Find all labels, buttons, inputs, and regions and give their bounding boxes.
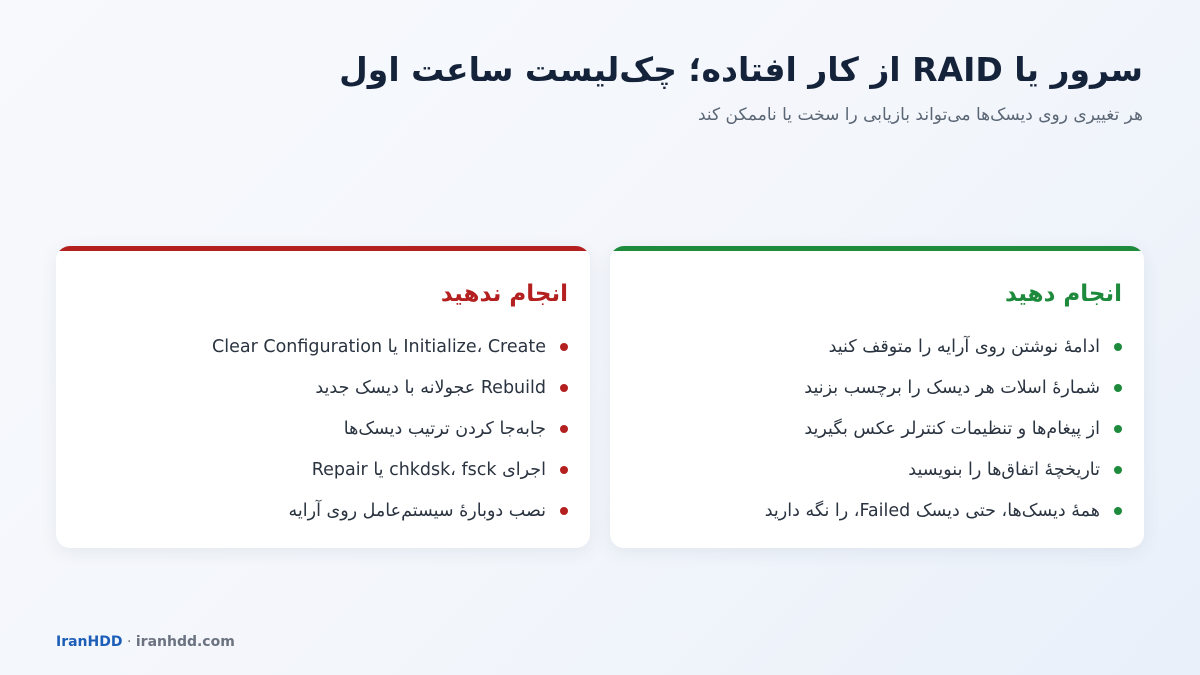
bullet-dot-icon <box>1114 507 1122 515</box>
dont-item-text: Initialize، Create یا Clear Configuration <box>212 336 546 357</box>
do-item-text: ادامهٔ نوشتن روی آرایه را متوقف کنید <box>828 336 1100 357</box>
dont-list-item <box>76 326 568 367</box>
bullet-dot-icon <box>1114 466 1122 474</box>
bullet-dot-icon <box>560 466 568 474</box>
dont-list <box>76 326 568 531</box>
dont-list-item <box>76 449 568 490</box>
site-link[interactable]: iranhdd.com <box>135 634 235 650</box>
bullet-dot-icon <box>560 343 568 351</box>
do-card-title: انجام دهید <box>1004 281 1122 307</box>
dont-card-title: انجام ندهید <box>440 281 568 307</box>
do-list-item <box>630 326 1122 367</box>
do-list-item <box>630 367 1122 408</box>
dont-card-accent-bar <box>56 246 590 251</box>
do-item-text: همهٔ دیسک‌ها، حتی دیسک Failed، را نگه دارید <box>764 500 1100 521</box>
bullet-dot-icon <box>1114 425 1122 433</box>
bullet-dot-icon <box>560 384 568 392</box>
do-item-text: از پیغام‌ها و تنظیمات کنترلر عکس بگیرید <box>804 418 1100 439</box>
bullet-dot-icon <box>560 507 568 515</box>
bullet-dot-icon <box>560 425 568 433</box>
dont-card <box>56 246 590 548</box>
dont-item-text: جابه‌جا کردن ترتیب دیسک‌ها <box>343 418 546 439</box>
dont-item-text: Rebuild عجولانه با دیسک جدید <box>315 377 546 398</box>
dont-list-item <box>76 408 568 449</box>
header <box>57 46 1143 128</box>
bullet-dot-icon <box>1114 384 1122 392</box>
do-card <box>610 246 1144 548</box>
brand-name: IranHDD <box>56 634 123 650</box>
do-list-item <box>630 408 1122 449</box>
do-list-item <box>630 449 1122 490</box>
dont-list-item <box>76 367 568 408</box>
dont-item-text: اجرای chkdsk، fsck یا Repair <box>311 459 546 480</box>
do-card-accent-bar <box>610 246 1144 251</box>
page-title: سرور یا RAID از کار افتاده؛ چک‌لیست ساعت اول <box>339 50 1143 89</box>
do-item-text: شمارهٔ اسلات هر دیسک را برچسب بزنید <box>804 377 1100 398</box>
page-subtitle: هر تغییری روی دیسک‌ها می‌تواند بازیابی را سخت یا ناممکن کند <box>698 105 1143 125</box>
footer-separator: · <box>126 634 132 650</box>
dont-item-text: نصب دوبارهٔ سیستم‌عامل روی آرایه <box>288 500 546 521</box>
footer <box>56 632 235 652</box>
do-item-text: تاریخچهٔ اتفاق‌ها را بنویسید <box>908 459 1100 480</box>
do-list-item <box>630 490 1122 531</box>
do-list <box>630 326 1122 531</box>
bullet-dot-icon <box>1114 343 1122 351</box>
dont-list-item <box>76 490 568 531</box>
